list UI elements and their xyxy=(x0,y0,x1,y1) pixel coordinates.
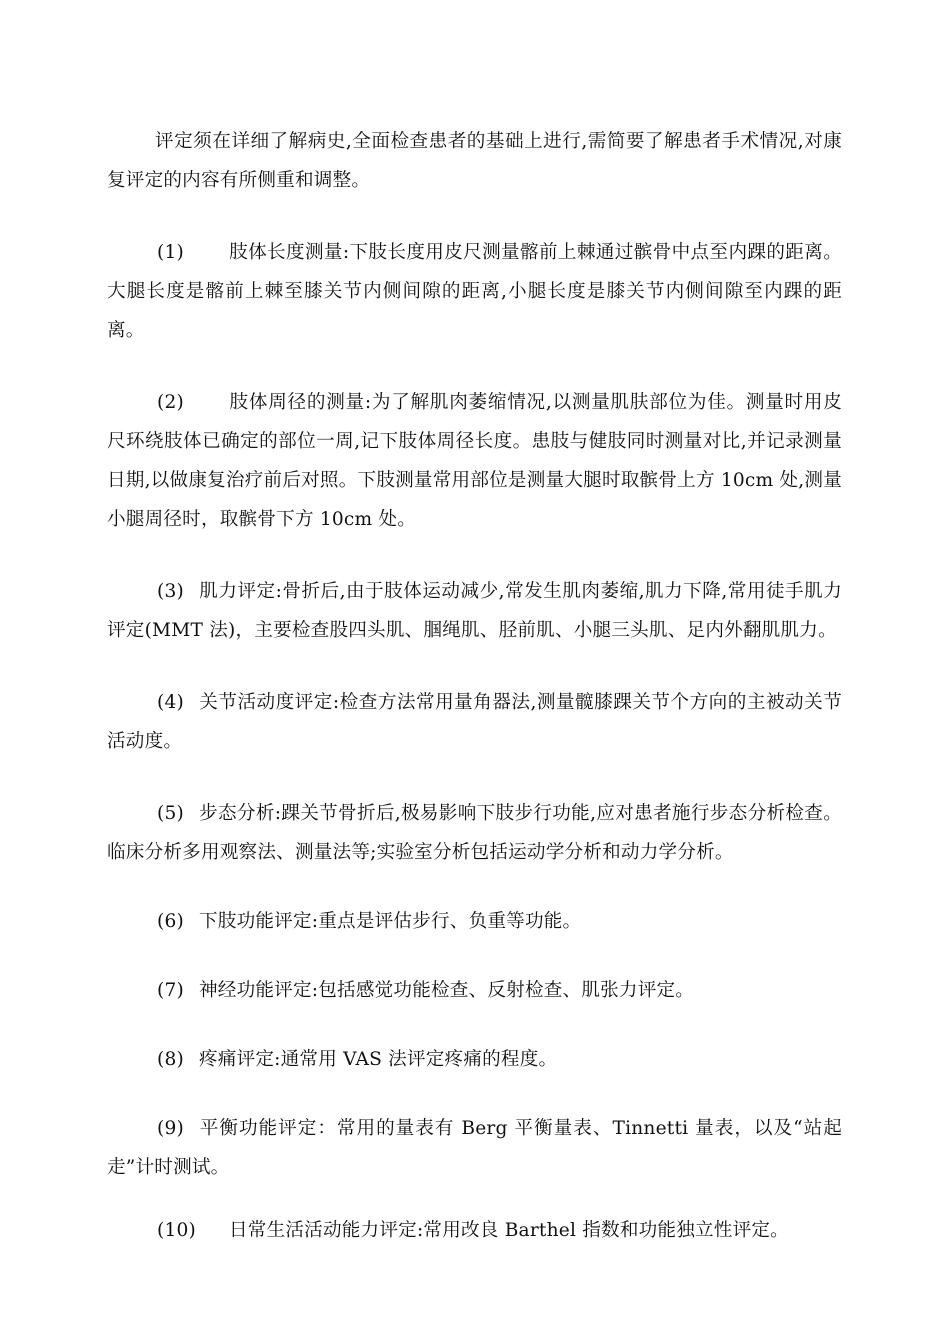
item-text: 肢体周径的测量:为了解肌肉萎缩情况,以测量肌肤部位为佳。测量时用皮尺环绕肢体已确定的部位一周,记下肢体周径长度。患肢与健肢同时测量对比,并记录测量日期,以做康复治疗前后对照。下肢测量常用部位是测量大腿时取髌骨上方 10cm 处,测量小腿周径时，取髌骨下方 10cm 处。 xyxy=(107,392,842,530)
item-number: (10) xyxy=(157,1220,196,1241)
item-number: (1) xyxy=(157,242,184,263)
item-text: 下肢功能评定:重点是评估步行、负重等功能。 xyxy=(199,911,582,932)
document-body xyxy=(107,122,842,1250)
item-text: 神经功能评定:包括感觉功能检查、反射检查、肌张力评定。 xyxy=(199,980,695,1001)
list-item-8 xyxy=(107,1040,842,1079)
list-item-4 xyxy=(107,683,842,761)
item-text: 疼痛评定:通常用 VAS 法评定疼痛的程度。 xyxy=(199,1049,558,1070)
item-text: 平衡功能评定：常用的量表有 Berg 平衡量表、Tinnetti 量表，以及“站起走”计时测试。 xyxy=(107,1118,842,1178)
item-number: (4) xyxy=(157,692,184,713)
item-number: (6) xyxy=(157,911,184,932)
list-item-3 xyxy=(107,572,842,650)
item-number: (8) xyxy=(157,1049,184,1070)
list-item-5 xyxy=(107,794,842,872)
intro-paragraph: 评定须在详细了解病史,全面检查患者的基础上进行,需简要了解患者手术情况,对康复评定的内容有所侧重和调整。 xyxy=(107,131,842,191)
list-item-9 xyxy=(107,1109,842,1187)
list-item-6 xyxy=(107,902,842,941)
item-text: 肢体长度测量:下肢长度用皮尺测量髂前上棘通过髌骨中点至内踝的距离。大腿长度是髂前上棘至膝关节内侧间隙的距离,小腿长度是膝关节内侧间隙至内踝的距离。 xyxy=(107,242,842,341)
list-item-10 xyxy=(107,1211,842,1250)
item-text: 步态分析:踝关节骨折后,极易影响下肢步行功能,应对患者施行步态分析检查。临床分析多用观察法、测量法等;实验室分析包括运动学分析和动力学分析。 xyxy=(107,803,842,863)
item-number: (5) xyxy=(157,803,184,824)
item-text: 肌力评定:骨折后,由于肢体运动减少,常发生肌肉萎缩,肌力下降,常用徒手肌力评定(MMT 法)，主要检查股四头肌、腘绳肌、胫前肌、小腿三头肌、足内外翻肌肌力。 xyxy=(107,581,842,641)
list-item-7 xyxy=(107,971,842,1010)
item-number: (9) xyxy=(157,1118,184,1139)
list-item-1 xyxy=(107,233,842,350)
item-number: (2) xyxy=(157,392,184,413)
item-text: 关节活动度评定:检查方法常用量角器法,测量髋膝踝关节个方向的主被动关节活动度。 xyxy=(107,692,842,752)
item-number: (3) xyxy=(157,581,184,602)
list-item-2 xyxy=(107,383,842,539)
item-text: 日常生活活动能力评定:常用改良 Barthel 指数和功能独立性评定。 xyxy=(229,1220,789,1241)
item-number: (7) xyxy=(157,980,184,1001)
